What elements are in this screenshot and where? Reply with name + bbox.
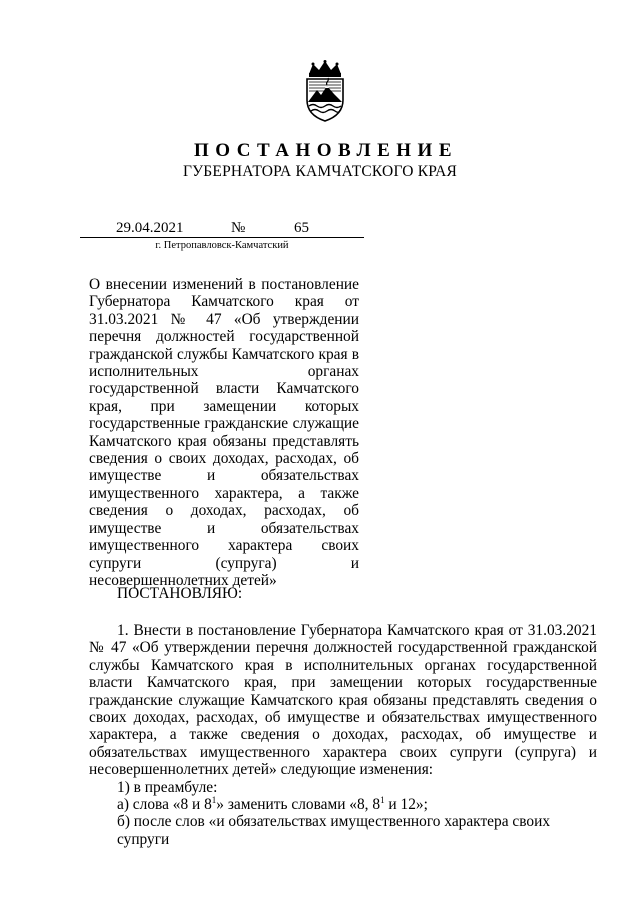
document-body	[89, 622, 597, 848]
body-item-a: а) слова «8 и $8^1$» заменить словами «8, $8^1$ и 12»;	[117, 795, 428, 814]
body-item-preamble: 1) в преамбуле:	[117, 778, 218, 796]
document-title: ПОСТАНОВЛЕНИЕ	[193, 140, 459, 161]
document-date: 29.04.2021	[116, 220, 184, 236]
body-item-b: б) после слов «и обязательствах имущественного характера своих супруги	[117, 813, 551, 848]
body-paragraph-1: 1. Внести в постановление Губернатора Камчатского края от 31.03.2021 № 47 «Об утверждении перечня должностей государственной гражданской службы Камчатского края в исполнительных органах государственной власти Камчатского края, при замещении которых государственные гражданские служащие Камчатского края обязаны представлять сведения о своих доходах, расходах, об имуществе и обязательствах имущественного характера, а также сведения о доходах, расходах, об имуществе и обязательствах имущественного характера своих супруги (супруга) и несовершеннолетних детей» следующие изменения:	[89, 622, 597, 779]
number-sign: №	[231, 220, 246, 236]
kamchatka-coat-of-arms-icon	[303, 60, 347, 122]
document-subject: О внесении изменений в постановление Губернатора Камчатского края от 31.03.2021 № 47 «Об утверждении перечня должностей государственной гражданской службы Камчатского края в исполнительных органах государственной власти Камчатского края, при замещении которых государственные гражданские служащие Камчатского края обязаны представлять сведения о своих доходах, расходах, об имуществе и обязательствах имущественного характера, а также сведения о доходах, расходах, об имуществе и обязательствах имущественного характера своих супруги (супруга) и несовершеннолетних детей»	[89, 276, 359, 589]
document-issuer: ГУБЕРНАТОРА КАМЧАТСКОГО КРАЯ	[182, 163, 458, 180]
decree-word: ПОСТАНОВЛЯЮ:	[117, 585, 243, 602]
date-number-underline	[80, 237, 364, 238]
document-city: г. Петропавловск-Камчатский	[155, 240, 289, 251]
document-number: 65	[294, 220, 309, 236]
